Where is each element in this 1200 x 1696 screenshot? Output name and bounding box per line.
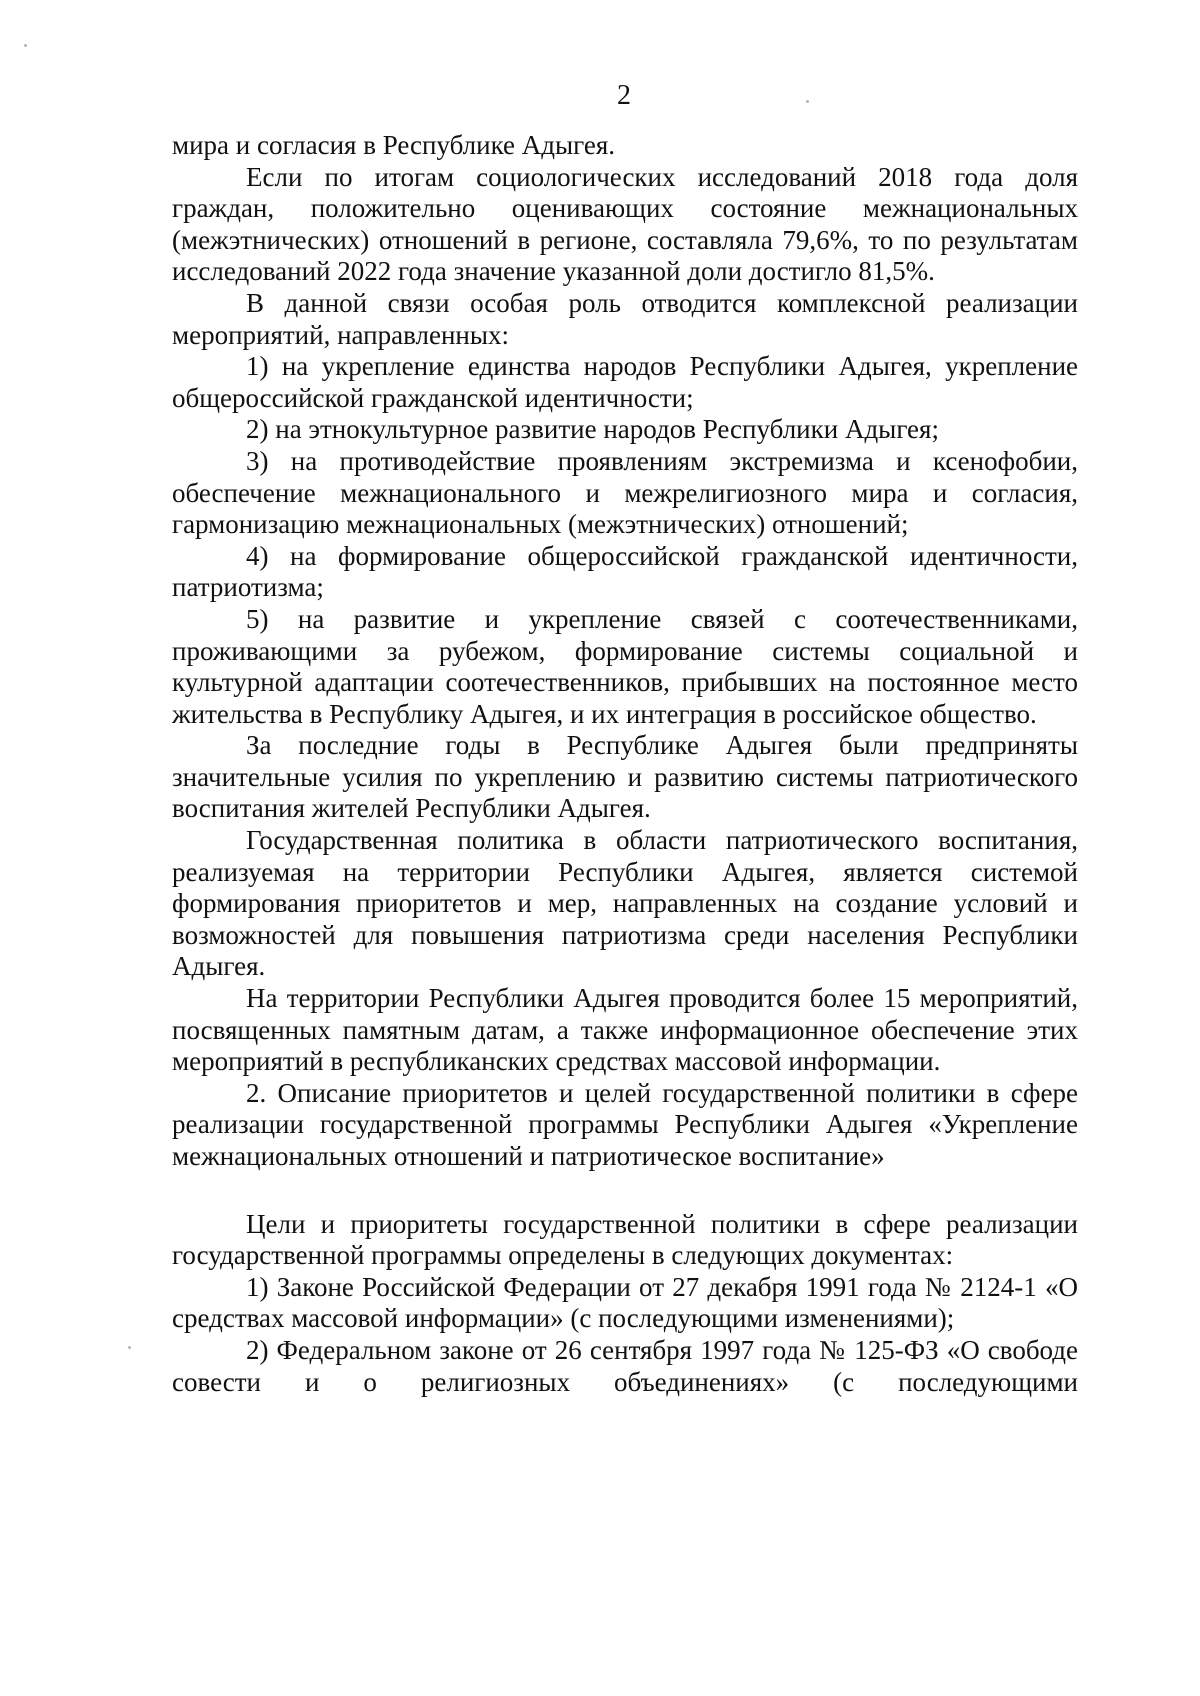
list-item: 2) Федеральном законе от 26 сентября 1997 года № 125-ФЗ «О свободе совести и о религиозных объединениях» (с последующими: [172, 1334, 1078, 1397]
list-item: 2) на этнокультурное развитие народов Республики Адыгея;: [246, 414, 939, 445]
section-heading: 2. Описание приоритетов и целей государственной политики в сфере реализации государственной программы Республики Адыгея «Укрепление межнациональных отношений и патриотическое воспитание»: [172, 1077, 1078, 1171]
section-spacer: [172, 1173, 1078, 1209]
list-item: 1) на укрепление единства народов Республики Адыгея, укрепление общероссийской гражданской идентичности;: [172, 351, 1078, 413]
document-body: [172, 130, 1078, 1398]
list-item: 5) на развитие и укрепление связей с соотечественниками, проживающими за рубежом, формирование системы социальной и культурной адаптации соотечественников, прибывших на постоянное место жительства в Республику Адыгея, и их интеграция в российское общество.: [172, 603, 1078, 729]
paragraph: Государственная политика в области патриотического воспитания, реализуемая на территории Республики Адыгея, является системой формирования приоритетов и мер, направленных на создание условий и возможностей для повышения патриотизма среди населения Республики Адыгея.: [172, 825, 1078, 982]
paragraph: На территории Республики Адыгея проводится более 15 мероприятий, посвященных памятным датам, а также информационное обеспечение этих мероприятий в республиканских средствах массовой информации.: [172, 983, 1078, 1077]
scan-speck: [24, 44, 27, 47]
scan-speck: [806, 100, 809, 103]
scan-speck: [128, 1346, 131, 1349]
paragraph: мира и согласия в Республике Адыгея.: [172, 130, 616, 160]
list-item: 4) на формирование общероссийской гражданской идентичности, патриотизма;: [172, 540, 1078, 603]
list-item: 3) на противодействие проявлениям экстремизма и ксенофобии, обеспечение межнационального и межрелигиозного мира и согласия, гармонизацию межнациональных (межэтнических) отношений;: [172, 445, 1078, 540]
paragraph: Если по итогам социологических исследований 2018 года доля граждан, положительно оценивающих состояние межнациональных (межэтнических) отношений в регионе, составляла 79,6%, то по результатам исследований 2022 года значение указанной доли достигло 81,5%.: [172, 161, 1078, 287]
paragraph: В данной связи особая роль отводится комплексной реализации мероприятий, направленных:: [172, 287, 1078, 350]
list-item: 1) Законе Российской Федерации от 27 декабря 1991 года № 2124-1 «О средствах массовой информации» (с последующими изменениями);: [172, 1271, 1078, 1334]
paragraph: За последние годы в Республике Адыгея были предприняты значительные усилия по укреплению и развитию системы патриотического воспитания жителей Республики Адыгея.: [172, 730, 1078, 824]
page-number: 2: [617, 80, 631, 111]
paragraph: Цели и приоритеты государственной политики в сфере реализации государственной программы определены в следующих документах:: [172, 1208, 1078, 1271]
